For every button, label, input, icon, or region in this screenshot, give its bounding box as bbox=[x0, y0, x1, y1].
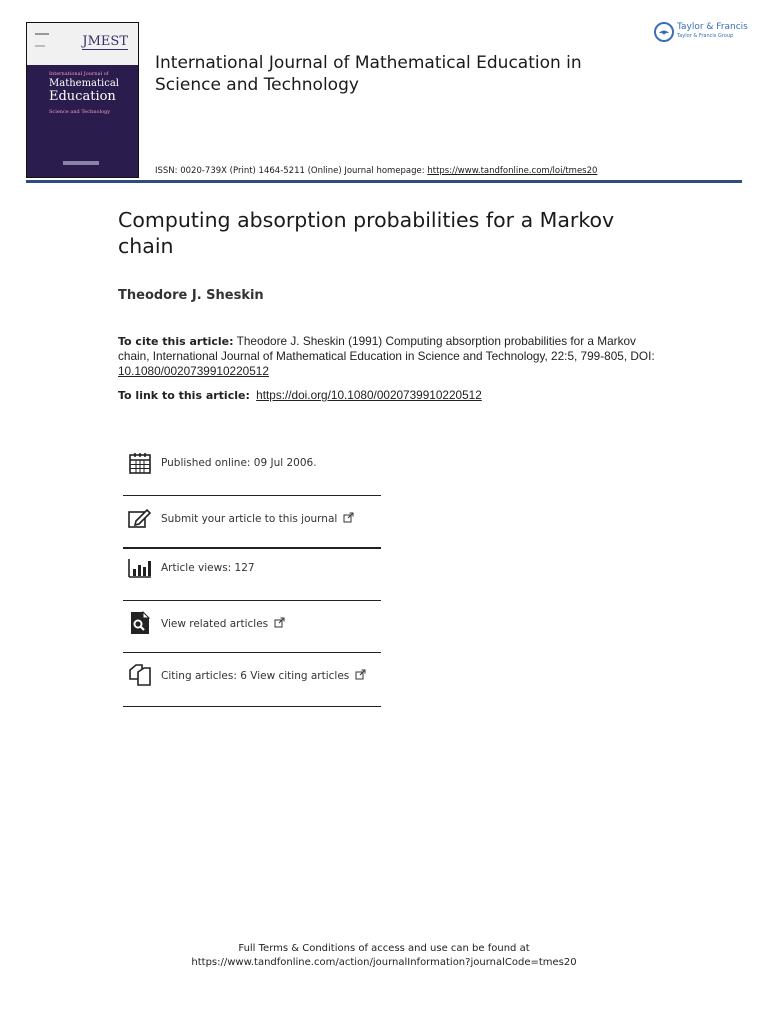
taylor-francis-icon bbox=[654, 22, 674, 42]
publisher-logo bbox=[654, 22, 748, 42]
related-articles-link[interactable] bbox=[123, 597, 381, 649]
article-author: Theodore J. Sheskin bbox=[118, 288, 264, 303]
link-label: To link to this article: bbox=[118, 389, 250, 402]
bar-chart-icon bbox=[127, 555, 153, 581]
footer-line: Full Terms & Conditions of access and use can be found at bbox=[238, 943, 530, 954]
citing-articles-icon bbox=[127, 662, 153, 688]
cover-publisher-logo bbox=[63, 161, 99, 165]
cover-mark bbox=[35, 33, 49, 35]
submit-article-link[interactable] bbox=[123, 492, 381, 544]
submit-article-text: Submit your article to this journal bbox=[161, 512, 354, 525]
journal-homepage-link[interactable]: https://www.tandfonline.com/loi/tmes20 bbox=[427, 166, 598, 176]
cover-line: International Journal of bbox=[49, 71, 109, 77]
document-search-icon bbox=[127, 610, 153, 636]
calendar-icon bbox=[127, 450, 153, 476]
header-rule bbox=[26, 180, 742, 183]
related-articles-text: View related articles bbox=[161, 617, 285, 630]
published-online bbox=[123, 437, 381, 489]
cover-line: Mathematical bbox=[49, 78, 119, 89]
published-online-text: Published online: 09 Jul 2006. bbox=[161, 457, 317, 469]
doi-link[interactable]: 10.1080/0020739910220512 bbox=[118, 364, 269, 378]
cover-line: Education bbox=[49, 89, 116, 104]
cover-top-band bbox=[27, 23, 138, 65]
citing-articles-text: Citing articles: 6 View citing articles bbox=[161, 669, 366, 682]
external-link-icon bbox=[355, 669, 366, 680]
issn-text: ISSN: 0020-739X (Print) 1464-5211 (Online) Journal homepage: bbox=[155, 166, 428, 176]
article-doi-url[interactable]: https://doi.org/10.1080/0020739910220512 bbox=[256, 388, 482, 402]
journal-cover bbox=[26, 22, 139, 178]
external-link-icon bbox=[274, 617, 285, 628]
link-block bbox=[118, 388, 482, 402]
cite-label: To cite this article: bbox=[118, 335, 234, 348]
article-views-text: Article views: 127 bbox=[161, 562, 255, 574]
article-title: Computing absorption probabilities for a Markov chain bbox=[118, 208, 615, 258]
publisher-name: Taylor & Francis bbox=[677, 22, 748, 32]
article-views bbox=[123, 542, 381, 594]
external-link-icon bbox=[343, 512, 354, 523]
citing-articles-link[interactable] bbox=[123, 649, 381, 701]
divider bbox=[123, 706, 381, 707]
edit-icon bbox=[127, 505, 153, 531]
cover-line: Science and Technology bbox=[49, 109, 111, 115]
footer bbox=[0, 942, 768, 970]
footer-terms-url[interactable]: https://www.tandfonline.com/action/journalInformation?journalCode=tmes20 bbox=[191, 957, 577, 968]
cover-brand: JMEST bbox=[82, 34, 128, 49]
issn-line bbox=[155, 166, 597, 176]
journal-title: International Journal of Mathematical Education in Science and Technology bbox=[155, 53, 582, 95]
cite-text: Theodore J. Sheskin (1991) Computing absorption probabilities for a Markov chain, International Journal of Mathematical Education in Science and Technology, 22:5, 799-805, DOI: bbox=[118, 334, 655, 363]
citation-block bbox=[118, 334, 658, 379]
publisher-subtitle: Taylor & Francis Group bbox=[677, 33, 734, 39]
cover-mark bbox=[35, 45, 45, 47]
lamp-icon bbox=[658, 27, 670, 37]
